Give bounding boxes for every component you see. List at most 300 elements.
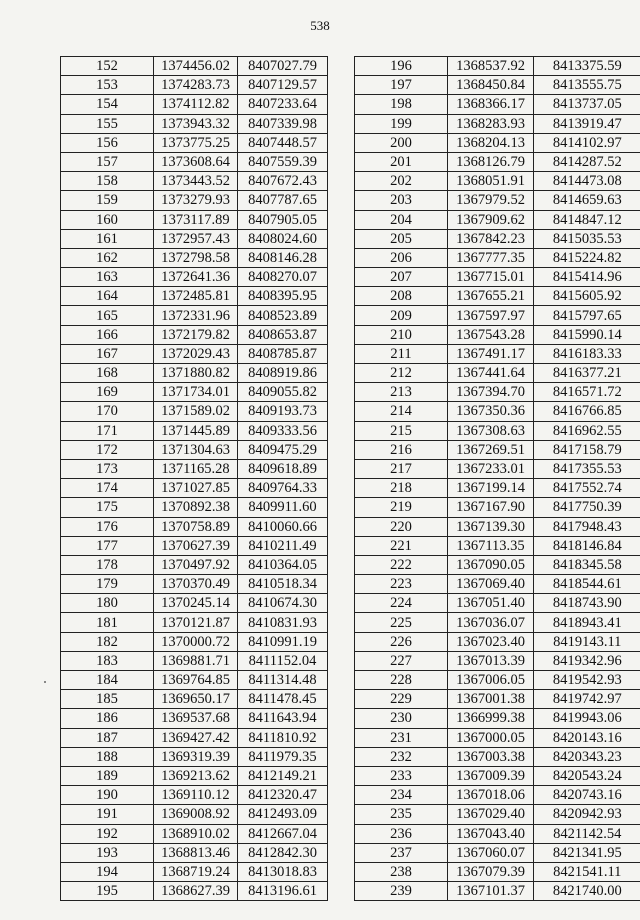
y-coordinate-cell: 8412320.47	[238, 786, 328, 805]
x-coordinate-cell: 1372331.96	[154, 306, 238, 325]
y-coordinate-cell: 8415224.82	[534, 248, 640, 267]
table-row	[61, 421, 328, 440]
x-coordinate-cell: 1366999.38	[448, 709, 534, 728]
table-row	[61, 575, 328, 594]
table-row	[355, 95, 640, 114]
x-coordinate-cell: 1368051.91	[448, 172, 534, 191]
y-coordinate-cell: 8416377.21	[534, 364, 640, 383]
y-coordinate-cell: 8419143.11	[534, 632, 640, 651]
point-number-cell: 211	[355, 344, 448, 363]
y-coordinate-cell: 8421740.00	[534, 882, 640, 901]
point-number-cell: 166	[61, 325, 154, 344]
y-coordinate-cell: 8419342.96	[534, 651, 640, 670]
table-row	[355, 440, 640, 459]
table-row	[355, 364, 640, 383]
table-row	[355, 690, 640, 709]
point-number-cell: 176	[61, 517, 154, 536]
point-number-cell: 228	[355, 671, 448, 690]
point-number-cell: 156	[61, 133, 154, 152]
table-row	[61, 383, 328, 402]
y-coordinate-cell: 8419542.93	[534, 671, 640, 690]
table-row	[61, 536, 328, 555]
point-number-cell: 193	[61, 843, 154, 862]
table-row	[355, 287, 640, 306]
x-coordinate-cell: 1369650.17	[154, 690, 238, 709]
table-row	[61, 882, 328, 901]
table-row	[355, 248, 640, 267]
y-coordinate-cell: 8410364.05	[238, 555, 328, 574]
table-row	[61, 172, 328, 191]
point-number-cell: 201	[355, 152, 448, 171]
point-number-cell: 187	[61, 728, 154, 747]
table-row	[61, 805, 328, 824]
table-row	[61, 344, 328, 363]
x-coordinate-cell: 1367543.28	[448, 325, 534, 344]
table-row	[355, 747, 640, 766]
table-row	[355, 555, 640, 574]
point-number-cell: 169	[61, 383, 154, 402]
y-coordinate-cell: 8413375.59	[534, 57, 640, 76]
x-coordinate-cell: 1367308.63	[448, 421, 534, 440]
table-row	[61, 57, 328, 76]
x-coordinate-cell: 1372957.43	[154, 229, 238, 248]
table-row	[355, 843, 640, 862]
point-number-cell: 158	[61, 172, 154, 191]
point-number-cell: 155	[61, 114, 154, 133]
y-coordinate-cell: 8419742.97	[534, 690, 640, 709]
x-coordinate-cell: 1373775.25	[154, 133, 238, 152]
point-number-cell: 182	[61, 632, 154, 651]
point-number-cell: 212	[355, 364, 448, 383]
table-row	[61, 824, 328, 843]
point-number-cell: 195	[61, 882, 154, 901]
x-coordinate-cell: 1368537.92	[448, 57, 534, 76]
y-coordinate-cell: 8415797.65	[534, 306, 640, 325]
x-coordinate-cell: 1370497.92	[154, 555, 238, 574]
table-row	[61, 594, 328, 613]
point-number-cell: 168	[61, 364, 154, 383]
x-coordinate-cell: 1367842.23	[448, 229, 534, 248]
y-coordinate-cell: 8416766.85	[534, 402, 640, 421]
x-coordinate-cell: 1367090.05	[448, 555, 534, 574]
y-coordinate-cell: 8412493.09	[238, 805, 328, 824]
y-coordinate-cell: 8420543.24	[534, 766, 640, 785]
y-coordinate-cell: 8409764.33	[238, 479, 328, 498]
table-row	[355, 191, 640, 210]
y-coordinate-cell: 8407905.05	[238, 210, 328, 229]
x-coordinate-cell: 1367009.39	[448, 766, 534, 785]
y-coordinate-cell: 8410060.66	[238, 517, 328, 536]
x-coordinate-cell: 1370245.14	[154, 594, 238, 613]
scan-speck	[44, 681, 46, 683]
y-coordinate-cell: 8409333.56	[238, 421, 328, 440]
x-coordinate-cell: 1371027.85	[154, 479, 238, 498]
x-coordinate-cell: 1372798.58	[154, 248, 238, 267]
y-coordinate-cell: 8408024.60	[238, 229, 328, 248]
point-number-cell: 236	[355, 824, 448, 843]
table-row	[61, 517, 328, 536]
x-coordinate-cell: 1367036.07	[448, 613, 534, 632]
table-row	[355, 575, 640, 594]
y-coordinate-cell: 8416571.72	[534, 383, 640, 402]
x-coordinate-cell: 1369008.92	[154, 805, 238, 824]
point-number-cell: 226	[355, 632, 448, 651]
y-coordinate-cell: 8409193.73	[238, 402, 328, 421]
x-coordinate-cell: 1373117.89	[154, 210, 238, 229]
point-number-cell: 174	[61, 479, 154, 498]
x-coordinate-cell: 1373608.64	[154, 152, 238, 171]
y-coordinate-cell: 8418943.41	[534, 613, 640, 632]
point-number-cell: 239	[355, 882, 448, 901]
point-number-cell: 204	[355, 210, 448, 229]
x-coordinate-cell: 1367013.39	[448, 651, 534, 670]
y-coordinate-cell: 8419943.06	[534, 709, 640, 728]
x-coordinate-cell: 1369427.42	[154, 728, 238, 747]
point-number-cell: 233	[355, 766, 448, 785]
table-row	[61, 671, 328, 690]
table-row	[61, 152, 328, 171]
table-row	[355, 671, 640, 690]
point-number-cell: 224	[355, 594, 448, 613]
table-row	[61, 651, 328, 670]
point-number-cell: 205	[355, 229, 448, 248]
y-coordinate-cell: 8420143.16	[534, 728, 640, 747]
coordinates-table-right	[354, 56, 640, 901]
y-coordinate-cell: 8415414.96	[534, 268, 640, 287]
y-coordinate-cell: 8413737.05	[534, 95, 640, 114]
point-number-cell: 209	[355, 306, 448, 325]
x-coordinate-cell: 1370758.89	[154, 517, 238, 536]
table-row	[61, 133, 328, 152]
y-coordinate-cell: 8415605.92	[534, 287, 640, 306]
table-row	[61, 479, 328, 498]
y-coordinate-cell: 8407448.57	[238, 133, 328, 152]
table-row	[61, 862, 328, 881]
table-row	[61, 613, 328, 632]
x-coordinate-cell: 1374112.82	[154, 95, 238, 114]
table-row	[61, 555, 328, 574]
table-row	[355, 402, 640, 421]
point-number-cell: 175	[61, 498, 154, 517]
x-coordinate-cell: 1368450.84	[448, 76, 534, 95]
table-row	[355, 383, 640, 402]
point-number-cell: 203	[355, 191, 448, 210]
point-number-cell: 180	[61, 594, 154, 613]
y-coordinate-cell: 8413018.83	[238, 862, 328, 881]
table-row	[355, 632, 640, 651]
y-coordinate-cell: 8420343.23	[534, 747, 640, 766]
point-number-cell: 185	[61, 690, 154, 709]
x-coordinate-cell: 1367199.14	[448, 479, 534, 498]
y-coordinate-cell: 8418146.84	[534, 536, 640, 555]
x-coordinate-cell: 1367167.90	[448, 498, 534, 517]
x-coordinate-cell: 1371589.02	[154, 402, 238, 421]
y-coordinate-cell: 8415990.14	[534, 325, 640, 344]
table-row	[61, 498, 328, 517]
y-coordinate-cell: 8420942.93	[534, 805, 640, 824]
x-coordinate-cell: 1367394.70	[448, 383, 534, 402]
table-row	[61, 114, 328, 133]
x-coordinate-cell: 1367233.01	[448, 459, 534, 478]
table-row	[61, 191, 328, 210]
y-coordinate-cell: 8408919.86	[238, 364, 328, 383]
y-coordinate-cell: 8413555.75	[534, 76, 640, 95]
x-coordinate-cell: 1369537.68	[154, 709, 238, 728]
x-coordinate-cell: 1367269.51	[448, 440, 534, 459]
point-number-cell: 221	[355, 536, 448, 555]
table-row	[355, 210, 640, 229]
x-coordinate-cell: 1367101.37	[448, 882, 534, 901]
point-number-cell: 178	[61, 555, 154, 574]
x-coordinate-cell: 1367491.17	[448, 344, 534, 363]
point-number-cell: 177	[61, 536, 154, 555]
point-number-cell: 170	[61, 402, 154, 421]
y-coordinate-cell: 8407027.79	[238, 57, 328, 76]
point-number-cell: 184	[61, 671, 154, 690]
point-number-cell: 230	[355, 709, 448, 728]
y-coordinate-cell: 8410518.34	[238, 575, 328, 594]
y-coordinate-cell: 8411152.04	[238, 651, 328, 670]
y-coordinate-cell: 8411314.48	[238, 671, 328, 690]
table-row	[355, 805, 640, 824]
y-coordinate-cell: 8409618.89	[238, 459, 328, 478]
y-coordinate-cell: 8411478.45	[238, 690, 328, 709]
x-coordinate-cell: 1374283.73	[154, 76, 238, 95]
x-coordinate-cell: 1372641.36	[154, 268, 238, 287]
point-number-cell: 162	[61, 248, 154, 267]
x-coordinate-cell: 1367979.52	[448, 191, 534, 210]
point-number-cell: 227	[355, 651, 448, 670]
table-row	[355, 498, 640, 517]
x-coordinate-cell: 1367715.01	[448, 268, 534, 287]
y-coordinate-cell: 8418743.90	[534, 594, 640, 613]
table-row	[355, 114, 640, 133]
table-row	[355, 517, 640, 536]
point-number-cell: 159	[61, 191, 154, 210]
table-row	[355, 229, 640, 248]
x-coordinate-cell: 1367003.38	[448, 747, 534, 766]
point-number-cell: 206	[355, 248, 448, 267]
table-row	[61, 306, 328, 325]
table-row	[61, 210, 328, 229]
table-row	[355, 268, 640, 287]
point-number-cell: 214	[355, 402, 448, 421]
x-coordinate-cell: 1368910.02	[154, 824, 238, 843]
x-coordinate-cell: 1367079.39	[448, 862, 534, 881]
y-coordinate-cell: 8408653.87	[238, 325, 328, 344]
x-coordinate-cell: 1367655.21	[448, 287, 534, 306]
table-row	[355, 479, 640, 498]
y-coordinate-cell: 8417355.53	[534, 459, 640, 478]
x-coordinate-cell: 1374456.02	[154, 57, 238, 76]
point-number-cell: 220	[355, 517, 448, 536]
y-coordinate-cell: 8407787.65	[238, 191, 328, 210]
x-coordinate-cell: 1369110.12	[154, 786, 238, 805]
y-coordinate-cell: 8407129.57	[238, 76, 328, 95]
table-row	[355, 76, 640, 95]
y-coordinate-cell: 8409055.82	[238, 383, 328, 402]
point-number-cell: 152	[61, 57, 154, 76]
table-row	[61, 766, 328, 785]
x-coordinate-cell: 1367043.40	[448, 824, 534, 843]
y-coordinate-cell: 8418345.58	[534, 555, 640, 574]
x-coordinate-cell: 1371880.82	[154, 364, 238, 383]
point-number-cell: 183	[61, 651, 154, 670]
x-coordinate-cell: 1373279.93	[154, 191, 238, 210]
y-coordinate-cell: 8408395.95	[238, 287, 328, 306]
x-coordinate-cell: 1372029.43	[154, 344, 238, 363]
table-row	[355, 786, 640, 805]
x-coordinate-cell: 1367001.38	[448, 690, 534, 709]
point-number-cell: 225	[355, 613, 448, 632]
point-number-cell: 163	[61, 268, 154, 287]
point-number-cell: 237	[355, 843, 448, 862]
point-number-cell: 231	[355, 728, 448, 747]
y-coordinate-cell: 8407559.39	[238, 152, 328, 171]
x-coordinate-cell: 1373443.52	[154, 172, 238, 191]
y-coordinate-cell: 8408146.28	[238, 248, 328, 267]
point-number-cell: 199	[355, 114, 448, 133]
point-number-cell: 208	[355, 287, 448, 306]
x-coordinate-cell: 1367018.06	[448, 786, 534, 805]
x-coordinate-cell: 1370370.49	[154, 575, 238, 594]
y-coordinate-cell: 8411979.35	[238, 747, 328, 766]
x-coordinate-cell: 1369881.71	[154, 651, 238, 670]
y-coordinate-cell: 8407672.43	[238, 172, 328, 191]
table-row	[355, 344, 640, 363]
point-number-cell: 238	[355, 862, 448, 881]
y-coordinate-cell: 8415035.53	[534, 229, 640, 248]
y-coordinate-cell: 8417158.79	[534, 440, 640, 459]
x-coordinate-cell: 1371165.28	[154, 459, 238, 478]
point-number-cell: 223	[355, 575, 448, 594]
table-row	[355, 728, 640, 747]
y-coordinate-cell: 8421142.54	[534, 824, 640, 843]
table-row	[355, 824, 640, 843]
x-coordinate-cell: 1368366.17	[448, 95, 534, 114]
table-row	[61, 747, 328, 766]
y-coordinate-cell: 8417552.74	[534, 479, 640, 498]
x-coordinate-cell: 1370627.39	[154, 536, 238, 555]
table-row	[355, 133, 640, 152]
table-row	[355, 421, 640, 440]
table-row	[61, 268, 328, 287]
table-row	[61, 843, 328, 862]
y-coordinate-cell: 8412667.04	[238, 824, 328, 843]
x-coordinate-cell: 1367060.07	[448, 843, 534, 862]
table-row	[61, 786, 328, 805]
x-coordinate-cell: 1367113.35	[448, 536, 534, 555]
y-coordinate-cell: 8412842.30	[238, 843, 328, 862]
x-coordinate-cell: 1367441.64	[448, 364, 534, 383]
x-coordinate-cell: 1367069.40	[448, 575, 534, 594]
x-coordinate-cell: 1368719.24	[154, 862, 238, 881]
y-coordinate-cell: 8408785.87	[238, 344, 328, 363]
y-coordinate-cell: 8412149.21	[238, 766, 328, 785]
y-coordinate-cell: 8411643.94	[238, 709, 328, 728]
table-row	[61, 325, 328, 344]
y-coordinate-cell: 8408270.07	[238, 268, 328, 287]
table-row	[355, 882, 640, 901]
table-row	[61, 440, 328, 459]
table-row	[355, 459, 640, 478]
table-row	[61, 287, 328, 306]
table-row	[355, 306, 640, 325]
y-coordinate-cell: 8409475.29	[238, 440, 328, 459]
point-number-cell: 189	[61, 766, 154, 785]
point-number-cell: 190	[61, 786, 154, 805]
x-coordinate-cell: 1369764.85	[154, 671, 238, 690]
x-coordinate-cell: 1368813.46	[154, 843, 238, 862]
x-coordinate-cell: 1371304.63	[154, 440, 238, 459]
y-coordinate-cell: 8414473.08	[534, 172, 640, 191]
table-row	[61, 402, 328, 421]
point-number-cell: 153	[61, 76, 154, 95]
point-number-cell: 154	[61, 95, 154, 114]
y-coordinate-cell: 8407233.64	[238, 95, 328, 114]
x-coordinate-cell: 1367051.40	[448, 594, 534, 613]
point-number-cell: 197	[355, 76, 448, 95]
table-row	[61, 95, 328, 114]
y-coordinate-cell: 8409911.60	[238, 498, 328, 517]
table-row	[61, 248, 328, 267]
y-coordinate-cell: 8413196.61	[238, 882, 328, 901]
point-number-cell: 192	[61, 824, 154, 843]
point-number-cell: 229	[355, 690, 448, 709]
point-number-cell: 157	[61, 152, 154, 171]
y-coordinate-cell: 8411810.92	[238, 728, 328, 747]
y-coordinate-cell: 8413919.47	[534, 114, 640, 133]
x-coordinate-cell: 1367597.97	[448, 306, 534, 325]
point-number-cell: 217	[355, 459, 448, 478]
point-number-cell: 218	[355, 479, 448, 498]
point-number-cell: 235	[355, 805, 448, 824]
point-number-cell: 222	[355, 555, 448, 574]
point-number-cell: 210	[355, 325, 448, 344]
point-number-cell: 216	[355, 440, 448, 459]
table-row	[61, 76, 328, 95]
point-number-cell: 167	[61, 344, 154, 363]
point-number-cell: 207	[355, 268, 448, 287]
y-coordinate-cell: 8414102.97	[534, 133, 640, 152]
x-coordinate-cell: 1367023.40	[448, 632, 534, 651]
table-row	[61, 459, 328, 478]
y-coordinate-cell: 8416183.33	[534, 344, 640, 363]
x-coordinate-cell: 1367350.36	[448, 402, 534, 421]
point-number-cell: 215	[355, 421, 448, 440]
x-coordinate-cell: 1368627.39	[154, 882, 238, 901]
table-row	[355, 325, 640, 344]
table-row	[61, 364, 328, 383]
point-number-cell: 202	[355, 172, 448, 191]
table-row	[355, 766, 640, 785]
point-number-cell: 191	[61, 805, 154, 824]
point-number-cell: 219	[355, 498, 448, 517]
point-number-cell: 188	[61, 747, 154, 766]
table-row	[355, 651, 640, 670]
y-coordinate-cell: 8410991.19	[238, 632, 328, 651]
table-row	[355, 172, 640, 191]
point-number-cell: 196	[355, 57, 448, 76]
y-coordinate-cell: 8414659.63	[534, 191, 640, 210]
x-coordinate-cell: 1372485.81	[154, 287, 238, 306]
y-coordinate-cell: 8416962.55	[534, 421, 640, 440]
point-number-cell: 179	[61, 575, 154, 594]
x-coordinate-cell: 1371734.01	[154, 383, 238, 402]
y-coordinate-cell: 8418544.61	[534, 575, 640, 594]
point-number-cell: 194	[61, 862, 154, 881]
point-number-cell: 161	[61, 229, 154, 248]
